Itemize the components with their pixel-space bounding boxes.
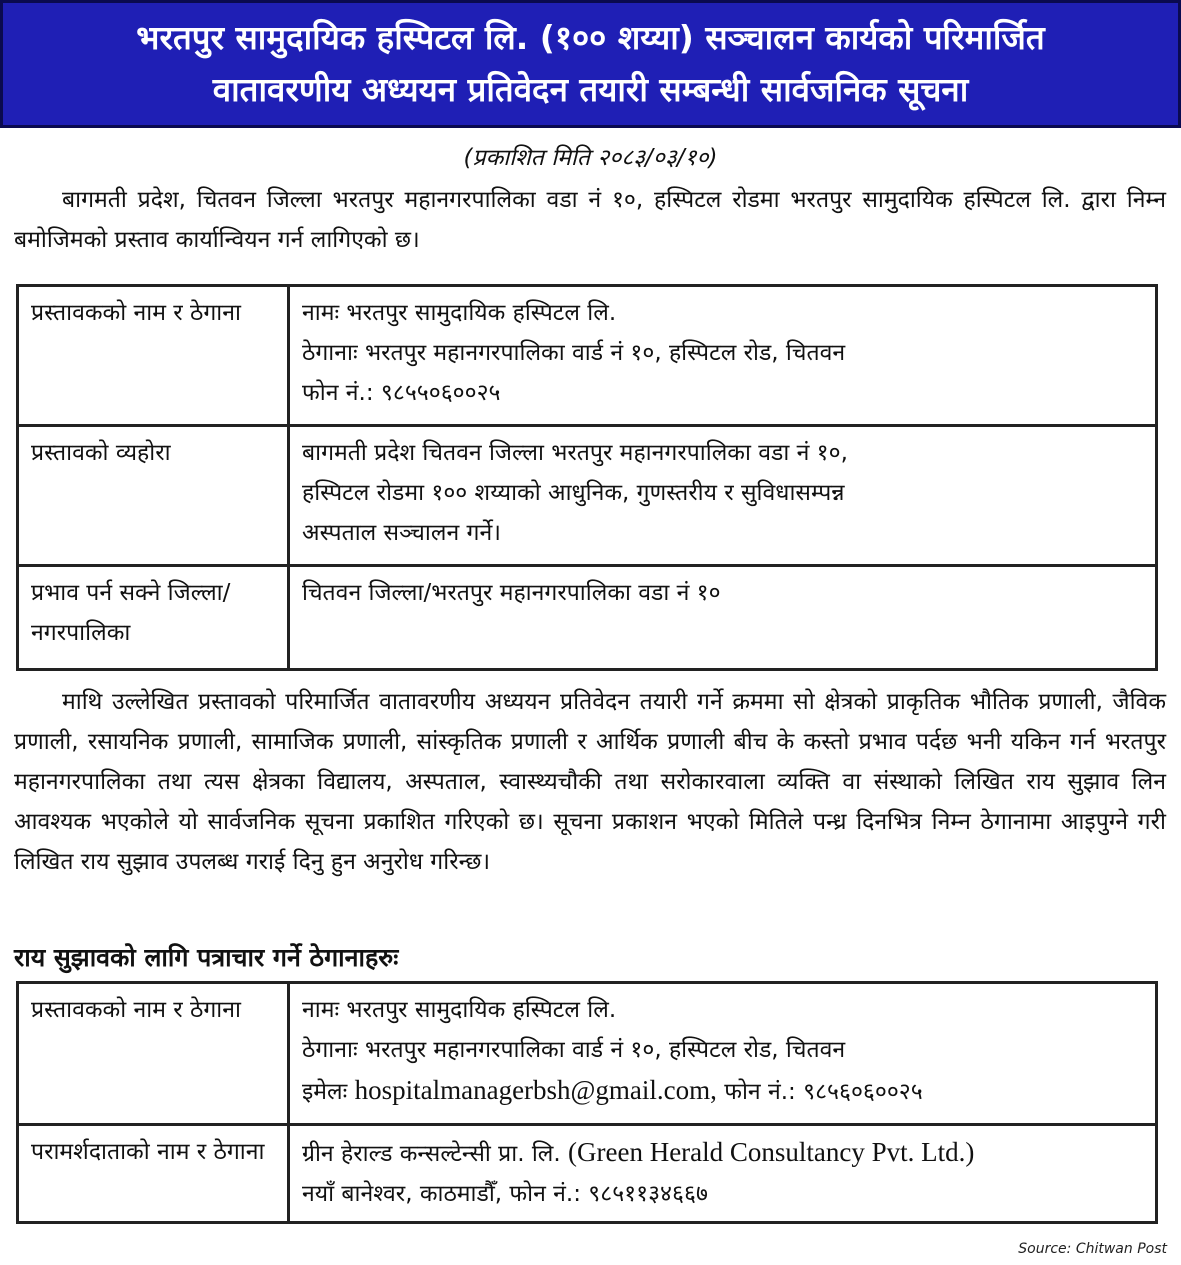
description-line-3: अस्पताल सञ्चालन गर्ने। <box>302 520 501 546</box>
affected-area-label: प्रभाव पर्न सक्ने जिल्ला/नगरपालिका <box>18 566 289 670</box>
table-row <box>18 983 1157 1125</box>
table-row <box>18 566 1157 670</box>
table-row <box>18 426 1157 566</box>
proponent-phone: फोन नं.: ९८५५०६००२५ <box>302 380 501 406</box>
affected-area <box>289 566 1157 670</box>
table-row <box>18 286 1157 426</box>
contact-proponent-phone: फोन नं.: ९८५६०६००२५ <box>724 1079 923 1105</box>
contact-proponent-email-phone <box>302 1070 1143 1112</box>
contact-heading: राय सुझावको लागि पत्राचार गर्ने ठेगानाहरुः <box>14 943 399 972</box>
proponent-name: नामः भरतपुर सामुदायिक हस्पिटल लि. <box>302 300 617 326</box>
source-credit: Source: Chitwan Post <box>1018 1241 1167 1257</box>
proposal-description-label: प्रस्तावको व्यहोरा <box>18 426 289 566</box>
header-title-line-2: वातावरणीय अध्ययन प्रतिवेदन तयारी सम्बन्धी सार्वजनिक सूचना <box>212 70 969 109</box>
contact-proponent-address: ठेगानाः भरतपुर महानगरपालिका वार्ड नं १०, हस्पिटल रोड, चितवन <box>302 1037 846 1063</box>
contact-proponent-name: नामः भरतपुर सामुदायिक हस्पिटल लि. <box>302 997 617 1023</box>
email-label: इमेलः <box>302 1079 348 1105</box>
consultant-label: परामर्शदाताको नाम र ठेगाना <box>18 1125 289 1223</box>
affected-area-value: चितवन जिल्ला/भरतपुर महानगरपालिका वडा नं १० <box>302 580 721 606</box>
consultant-name <box>302 1132 1143 1174</box>
contact-proponent-label: प्रस्तावकको नाम र ठेगाना <box>18 983 289 1125</box>
description-line-2: हस्पिटल रोडमा १०० शय्याको आधुनिक, गुणस्तरीय र सुविधासम्पन्न <box>302 480 845 506</box>
proposal-table <box>16 284 1158 671</box>
contact-table <box>16 981 1158 1224</box>
published-date: (प्रकाशित मिति २०८३/०३/१०) <box>463 145 718 171</box>
consultant-details <box>289 1125 1157 1223</box>
intro-paragraph: बागमती प्रदेश, चितवन जिल्ला भरतपुर महानगरपालिका वडा नं १०, हस्पिटल रोडमा भरतपुर सामुदायिक हस्पिटल लि. द्वारा निम्न बमोजिमको प्रस्ताव कार्यान्वियन गर्न लागिएको छ। <box>14 187 1166 253</box>
consultant-name-en: (Green Herald Consultancy Pvt. Ltd.) <box>568 1137 975 1167</box>
header-title-line-1: भरतपुर सामुदायिक हस्पिटल लि. (१०० शय्या) सञ्चालन कार्यको परिमार्जित <box>136 18 1045 57</box>
consultant-name-np: ग्रीन हेराल्ड कन्सल्टेन्सी प्रा. लि. <box>302 1141 561 1167</box>
proponent-label: प्रस्तावकको नाम र ठेगाना <box>18 286 289 426</box>
notice-header <box>0 0 1181 128</box>
contact-proponent-details <box>289 983 1157 1125</box>
proposal-description <box>289 426 1157 566</box>
consultant-address-phone: नयाँ बानेश्वर, काठमाडौँ, फोन नं.: ९८५११३४६६७ <box>302 1181 708 1207</box>
description-line-1: बागमती प्रदेश चितवन जिल्ला भरतपुर महानगरपालिका वडा नं १०, <box>302 440 848 466</box>
proponent-details <box>289 286 1157 426</box>
email-address[interactable]: hospitalmanagerbsh@gmail.com, <box>354 1075 717 1105</box>
body-paragraph: माथि उल्लेखित प्रस्तावको परिमार्जित वातावरणीय अध्ययन प्रतिवेदन तयारी गर्ने क्रममा सो क्षेत्रको प्राकृतिक भौतिक प्रणाली, जैविक प्रणाली, रसायनिक प्रणाली, सामाजिक प्रणाली, सांस्कृतिक प्रणाली र आर्थिक प्रणाली बीच के कस्तो प्रभाव पर्दछ भनी यकिन गर्न भरतपुर महानगरपालिका तथा त्यस क्षेत्रका विद्यालय, अस्पताल, स्वास्थ्यचौकी तथा सरोकारवाला व्यक्ति वा संस्थाको लिखित राय सुझाव लिन आवश्यक भएकोले यो सार्वजनिक सूचना प्रकाशित गरिएको छ। सूचना प्रकाशन भएको मितिले पन्ध्र दिनभित्र निम्न ठेगानामा आइपुग्ने गरी लिखित राय सुझाव उपलब्ध गराई दिनु हुन अनुरोध गरिन्छ। <box>14 689 1166 875</box>
proponent-address: ठेगानाः भरतपुर महानगरपालिका वार्ड नं १०, हस्पिटल रोड, चितवन <box>302 340 846 366</box>
table-row <box>18 1125 1157 1223</box>
